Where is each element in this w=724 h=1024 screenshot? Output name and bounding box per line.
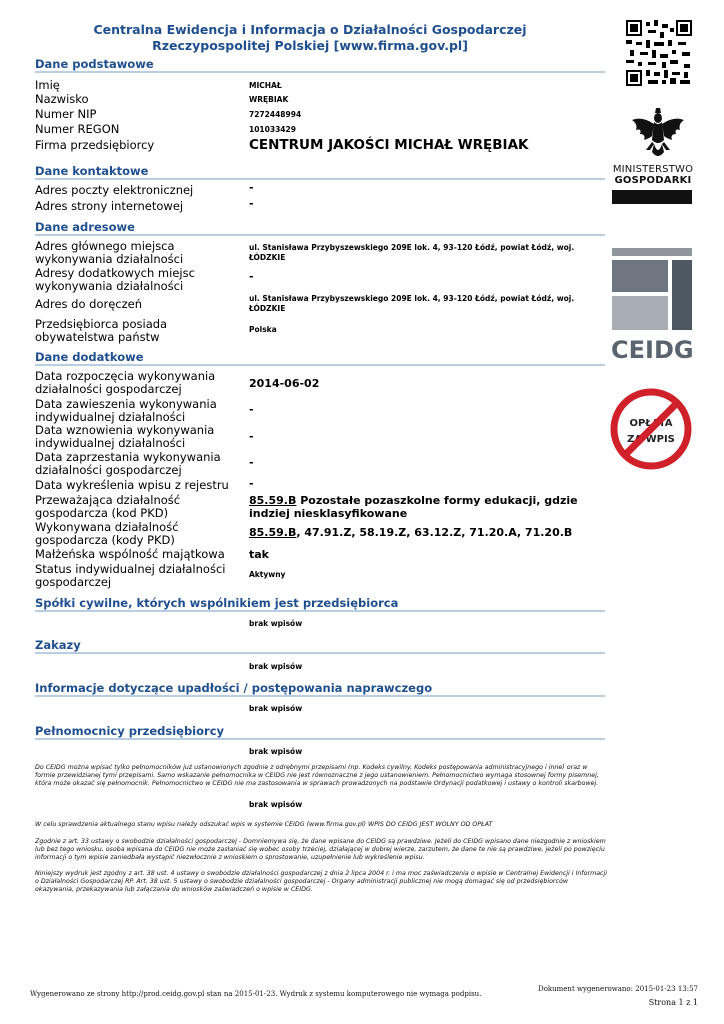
citizenship-value: Polska [249, 325, 277, 334]
www-label: Adres strony internetowej [35, 199, 184, 213]
footer-generated-from: Wygenerowano ze strony http://prod.ceidg.gov.pl stan na 2015-01-23. Wydruk z systemu komputerowego nie wymaga podpisu. [30, 990, 482, 998]
citizenship-label: Przedsiębiorca posiada obywatelstwa państw [35, 317, 168, 344]
footer-generated-date: Dokument wygenerowano: 2015-01-23 13:57 [538, 985, 698, 993]
last-name-label: Nazwisko [35, 92, 89, 106]
proxies-empty: brak wpisów [249, 747, 303, 756]
email-value: - [249, 181, 254, 194]
section-bankruptcy-title: Informacje dotyczące upadłości / postępowania naprawczego [35, 681, 433, 695]
section-divider [35, 364, 605, 366]
first-name-value: MICHAŁ [249, 81, 282, 90]
section-additional-title: Dane dodatkowe [35, 350, 144, 364]
resume-date-value: - [249, 430, 254, 443]
section-divider [35, 738, 605, 740]
marital-label: Małżeńska wspólność majątkowa [35, 547, 225, 561]
section-civil-title: Spółki cywilne, których wspólnikiem jest przedsiębiorca [35, 596, 399, 610]
www-value: - [249, 197, 254, 210]
no-fee-stamp-icon [610, 388, 692, 470]
section-bans-title: Zakazy [35, 638, 81, 652]
suspend-date-label: Data zawieszenia wykonywania indywidualnej działalności [35, 397, 217, 424]
ministry-line-2: GOSPODARKI [614, 175, 692, 186]
delivery-address-label: Adres do doręczeń [35, 297, 143, 311]
main-address-value: ul. Stanisława Przybyszewskiego 209E lok. 4, 93-120 Łódź, powiat Łódź, woj. ŁÓDZKIE [249, 243, 575, 262]
start-date-label: Data rozpoczęcia wykonywania działalności gospodarczej [35, 369, 216, 396]
ministry-logo [612, 164, 694, 186]
section-divider [35, 610, 605, 612]
main-pkd-code-link[interactable]: 85.59.B [249, 494, 297, 507]
last-name-value: WRĘBIAK [249, 95, 289, 104]
civil-empty: brak wpisów [249, 619, 303, 628]
extra-address-label: Adresy dodatkowych miejsc wykonywania działalności [35, 266, 195, 293]
stamp-text-2: ZA WPIS [627, 434, 675, 445]
nip-value: 7272448994 [249, 110, 302, 119]
end-date-label: Data zaprzestania wykonywania działalności gospodarczej [35, 450, 221, 477]
extra-address-value: - [249, 270, 254, 283]
section-divider [35, 652, 605, 654]
header-line-2: Rzeczypospolitej Polskiej [www.firma.gov.pl] [152, 38, 468, 53]
nip-label: Numer NIP [35, 107, 97, 121]
pkd-label: Wykonywana działalność gospodarcza (kody PKD) [35, 520, 179, 547]
start-date-value: 2014-06-02 [249, 377, 320, 390]
marital-value: tak [249, 548, 269, 561]
regon-label: Numer REGON [35, 122, 120, 136]
section-divider [35, 71, 605, 73]
section-address-title: Dane adresowe [35, 220, 135, 234]
main-pkd-description: Pozostałe pozaszkolne formy edukacji, gdzie indziej niesklasyfikowane [249, 494, 578, 520]
section-divider [35, 178, 605, 180]
email-label: Adres poczty elektronicznej [35, 183, 194, 197]
ministry-line-1: MINISTERSTWO [612, 164, 694, 175]
resume-date-label: Data wznowienia wykonywania indywidualnej działalności [35, 423, 215, 450]
footer-page-number: Strona 1 z 1 [648, 998, 698, 1007]
removal-date-value: - [249, 477, 254, 490]
suspend-date-value: - [249, 403, 254, 416]
first-name-label: Imię [35, 78, 60, 92]
stamp-text-1: OPŁATA [629, 418, 673, 429]
document-header [90, 22, 530, 54]
ceidg-logo-text: CEIDG [611, 336, 694, 364]
pkd-other-codes: , 47.91.Z, 58.19.Z, 63.12.Z, 71.20.A, 71.20.B [296, 526, 573, 539]
section-basic-title: Dane podstawowe [35, 57, 154, 71]
firm-value: CENTRUM JAKOŚCI MICHAŁ WRĘBIAK [249, 137, 529, 153]
status-label: Status indywidualnej działalności gospodarczej [35, 562, 226, 589]
regon-value: 101033429 [249, 125, 296, 134]
section-divider [35, 234, 605, 236]
bankruptcy-empty: brak wpisów [249, 704, 303, 713]
art38-note: Niniejszy wydruk jest zgodny z art. 38 ust. 4 ustawy o swobodzie działalności gospodarczej z dnia 2 lipca 2004 r. i ma moc zaświadczenia o wpisie w Centralnej Ewidencji i Informacji o Działalności Gospodarczej RP. Art. 38 ust. 5 ustawy o swobodzie działalności gospodarczej - Organy administracji publicznej nie mogą domagać się od przedsiębiorców okazywania, przekazywania lub załączania do wniosków zaświadczeń o wpisie w CEIDG. [35, 870, 608, 893]
firm-label: Firma przedsiębiorcy [35, 138, 155, 152]
section-divider [35, 695, 605, 697]
header-line-1: Centralna Ewidencja i Informacja o Działalności Gospodarczej [93, 22, 527, 37]
section-contact-title: Dane kontaktowe [35, 164, 149, 178]
pkd-value [249, 526, 572, 539]
bans-empty: brak wpisów [249, 662, 303, 671]
end-date-value: - [249, 456, 254, 469]
status-value: Aktywny [249, 570, 286, 579]
section-proxies-title: Pełnomocnicy przedsiębiorcy [35, 724, 225, 738]
main-pkd-label: Przeważająca działalność gospodarcza (kod PKD) [35, 493, 181, 520]
removal-date-label: Data wykreślenia wpisu z rejestru [35, 478, 229, 492]
qr-code [626, 20, 692, 86]
proxies-note: Do CEIDG można wpisać tylko pełnomocników już ustanowionych zgodnie z odrębnymi przepisami (np. Kodeks cywilny, Kodeks postępowania administracyjnego i inne) oraz w formie przewidzianej tymi przepisami. Samo wskazanie pełnomocnika w CEIDG nie jest równoznaczne z jego ustanowieniem. Pełnomocnictwo wymaga stosownej formy pisemnej, która może okazać się pełnomocnik. Pełnomocnictwo w CEIDG nie ma zastosowania w sprawach prowadzonych na podstawie Ordynacji podatkowej i ustawy o kontroli skarbowej. [35, 764, 599, 787]
proxies-note-empty: brak wpisów [249, 800, 303, 809]
art33-note: Zgodnie z art. 33 ustawy o swobodzie działalności gospodarczej - Domniemywa się, że dane wpisane do CEIDG są prawdziwe. Jeżeli do CEIDG wpisano dane niezgodnie z wnioskiem lub bez tego wniosku, osoba wpisana do CEIDG nie może zasłaniać się wobec osoby trzeciej, działającej w dobrej wierze, zarzutem, że dane te nie są prawdziwe, jeżeli po powzięciu informacji o tym wpisie zaniedbała wystąpić niezwłocznie z wnioskiem o sprostowanie, uzupełnienie lub wykreślenie wpisu. [35, 838, 606, 861]
ministry-bar [612, 190, 692, 204]
verify-note: W celu sprawdzenia aktualnego stanu wpisu należy odszukać wpis w systemie CEIDG (www.firma.gov.pl) WPIS DO CEIDG JEST WOLNY OD OPŁAT [35, 821, 493, 828]
delivery-address-value: ul. Stanisława Przybyszewskiego 209E lok. 4, 93-120 Łódź, powiat Łódź, woj. ŁÓDZKIE [249, 294, 575, 313]
ceidg-logo-graphic [612, 248, 692, 330]
main-address-label: Adres głównego miejsca wykonywania działalności [35, 239, 184, 266]
pkd-code-link[interactable]: 85.59.B [249, 526, 297, 539]
eagle-emblem-icon [630, 104, 686, 162]
main-pkd-value [249, 494, 604, 520]
